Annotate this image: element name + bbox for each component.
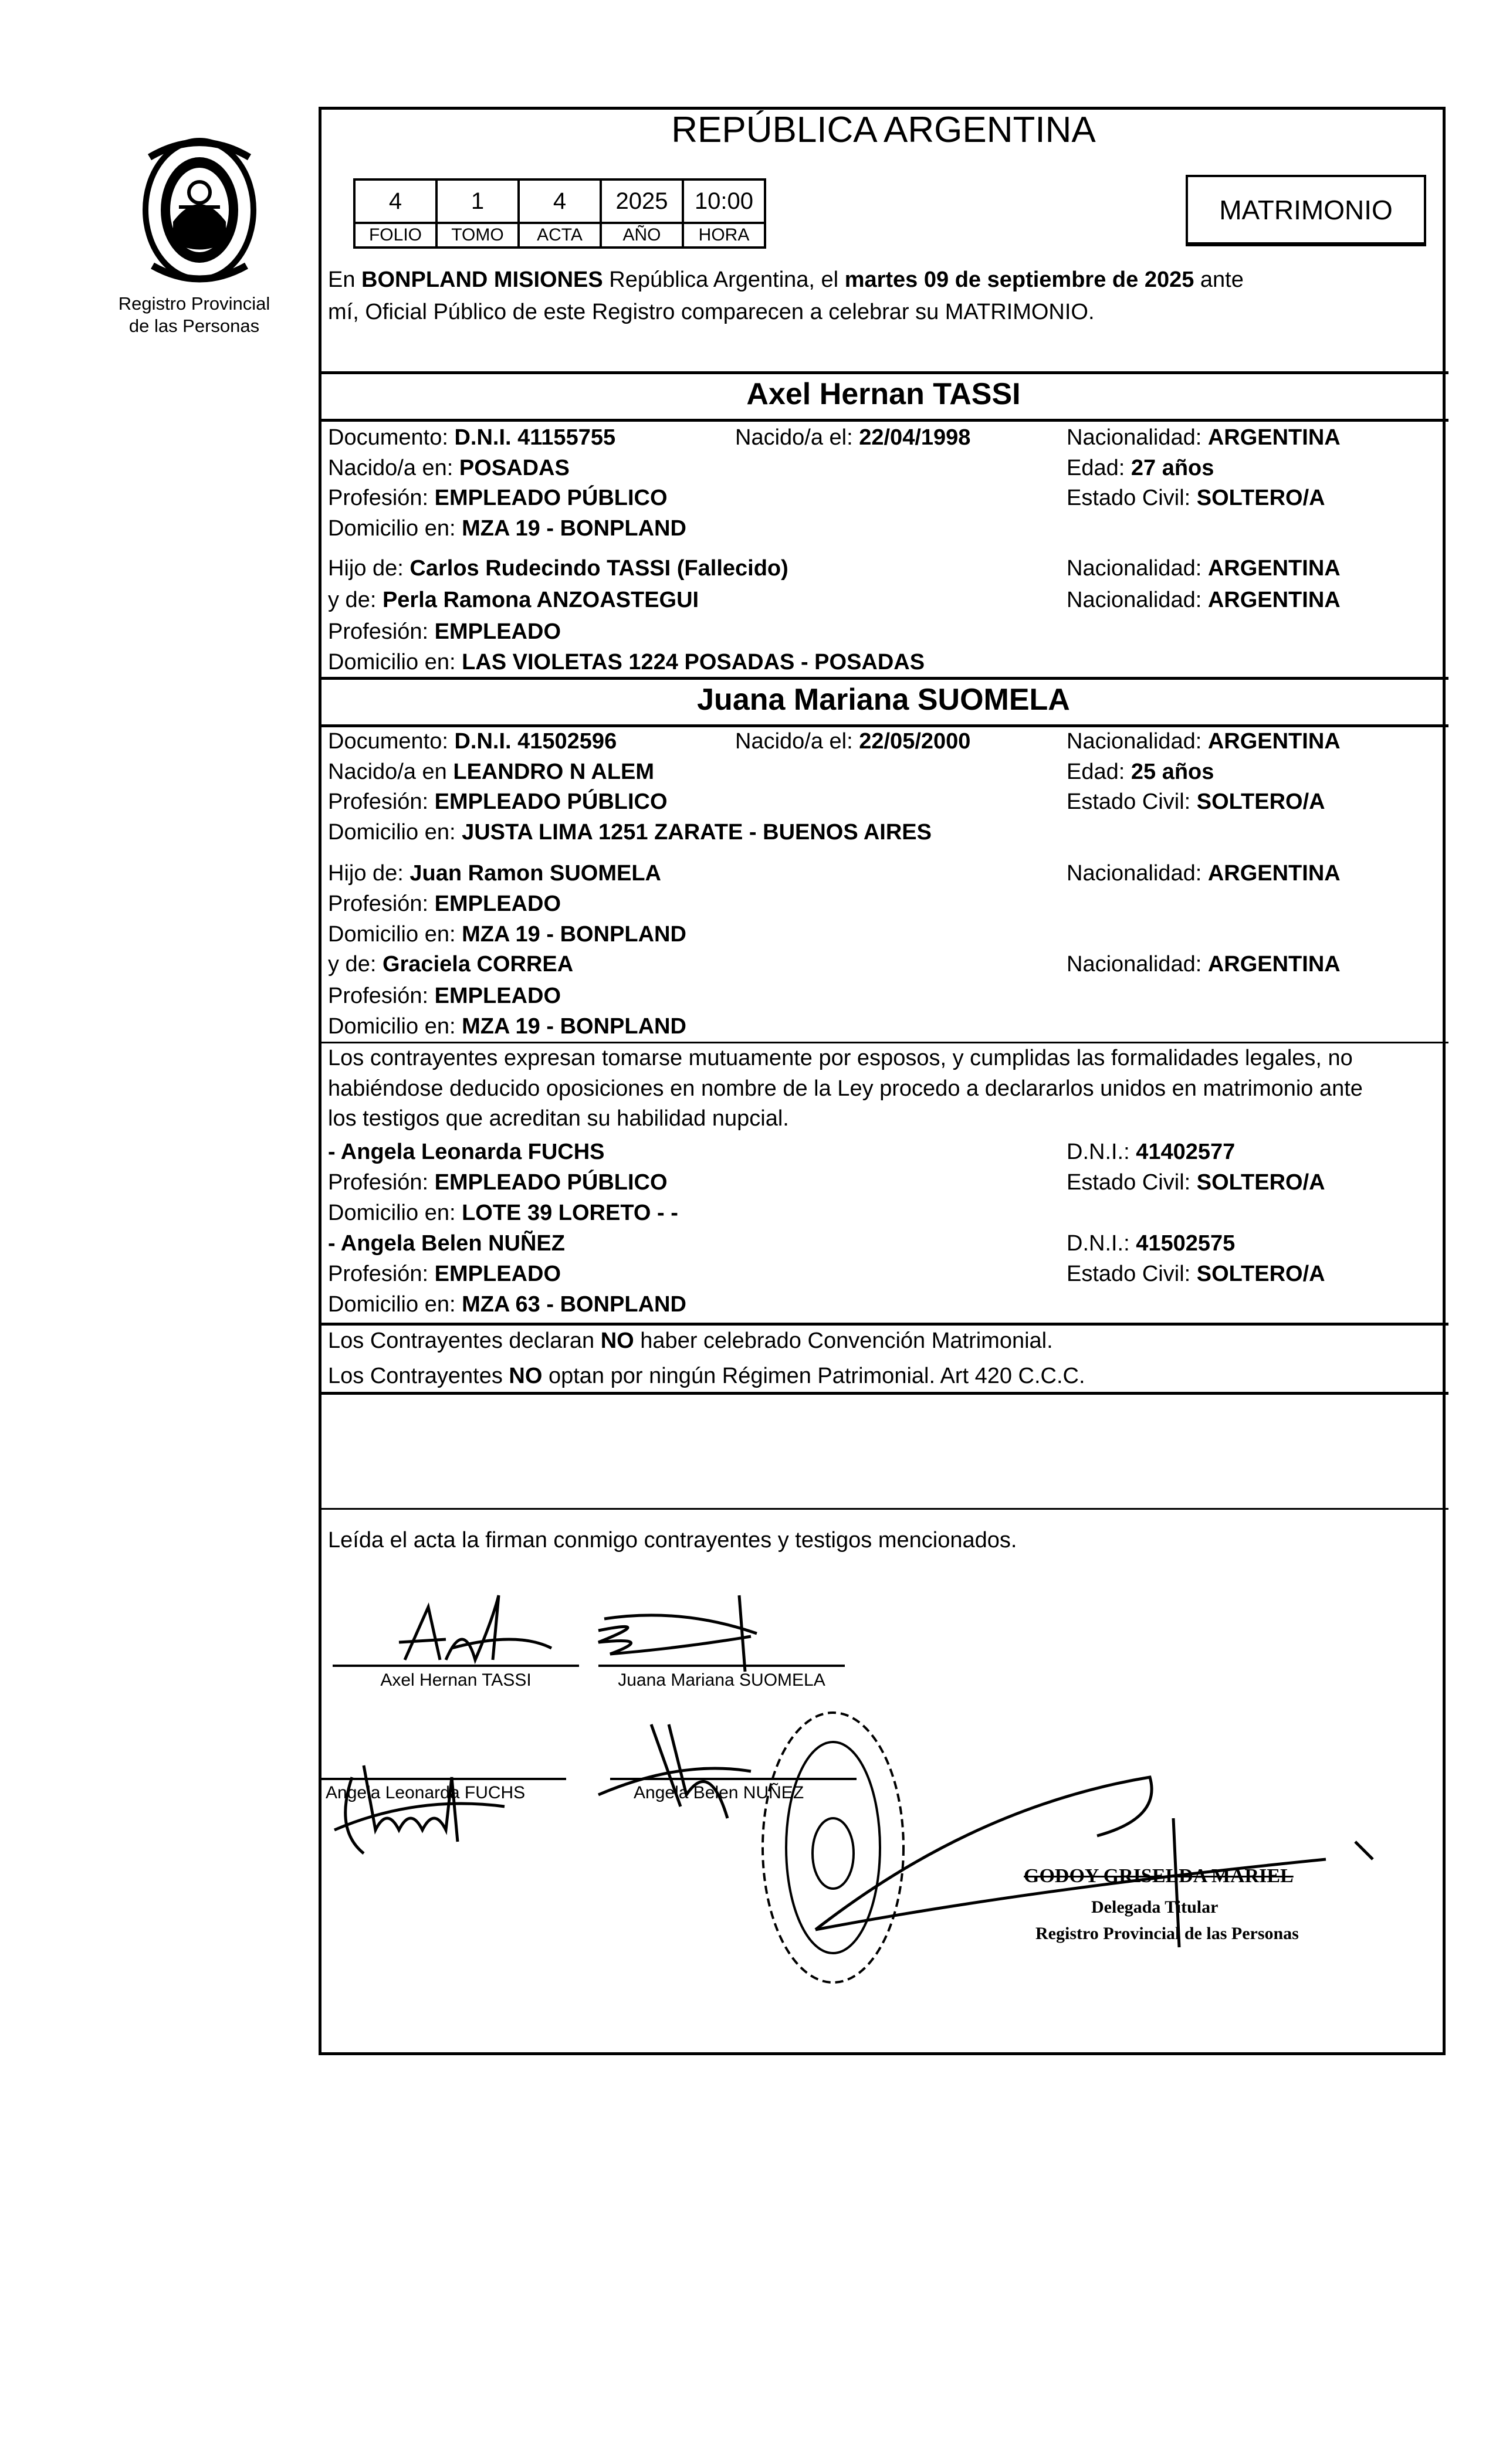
regime-line1: Los Contrayentes declaran NO haber celebrado Convención Matrimonial.	[328, 1328, 1053, 1353]
intro-line2: mí, Oficial Público de este Registro comparecen a celebrar su MATRIMONIO.	[328, 300, 1095, 324]
witness1-profession: Profesión: EMPLEADO PÚBLICO	[328, 1170, 668, 1195]
witness2-signature-icon	[598, 1724, 751, 1818]
witness2-civil-status: Estado Civil: SOLTERO/A	[1067, 1262, 1325, 1286]
witness1-civil-status: Estado Civil: SOLTERO/A	[1067, 1170, 1325, 1195]
bride-birthplace: Nacido/a en LEANDRO N ALEM	[328, 760, 655, 784]
witness1-address: Domicilio en: LOTE 39 LORETO - -	[328, 1201, 678, 1225]
divider	[319, 677, 1448, 680]
witness2-dni: D.N.I.: 41502575	[1067, 1231, 1236, 1256]
groom-civil-status: Estado Civil: SOLTERO/A	[1067, 486, 1325, 510]
time-label: HORA	[683, 223, 765, 248]
bride-document: Documento: D.N.I. 41502596	[328, 729, 617, 754]
groom-mother-nationality: Nacionalidad: ARGENTINA	[1067, 588, 1341, 612]
divider	[319, 1508, 1448, 1510]
divider	[319, 1392, 1448, 1395]
official-signature-icon	[815, 1777, 1373, 1947]
bride-father-nationality: Nacionalidad: ARGENTINA	[1067, 861, 1341, 886]
divider	[319, 1323, 1448, 1326]
bride-mother-profession: Profesión: EMPLEADO	[328, 984, 561, 1008]
bride-signature-icon	[598, 1595, 757, 1672]
bride-mother-nationality: Nacionalidad: ARGENTINA	[1067, 952, 1341, 977]
time-value: 10:00	[683, 179, 765, 223]
bride-signature-line	[598, 1665, 845, 1667]
bride-age: Edad: 25 años	[1067, 760, 1214, 784]
groom-parents-profession: Profesión: EMPLEADO	[328, 619, 561, 644]
official-name: GODOY GRISELDA MARIEL	[1024, 1865, 1294, 1887]
bride-address: Domicilio en: JUSTA LIMA 1251 ZARATE - BUENOS AIRES	[328, 820, 932, 845]
regime-line2: Los Contrayentes NO optan por ningún Régimen Patrimonial. Art 420 C.C.C.	[328, 1364, 1085, 1388]
groom-name: Axel Hernan TASSI	[746, 377, 1021, 411]
declaration-line1: Los contrayentes expresan tomarse mutuamente por esposos, y cumplidas las formalidades legales, no	[328, 1046, 1353, 1070]
groom-parents-address: Domicilio en: LAS VIOLETAS 1224 POSADAS - POSADAS	[328, 650, 925, 675]
groom-birthplace: Nacido/a en: POSADAS	[328, 456, 570, 480]
folio-value: 4	[354, 179, 436, 223]
groom-father-nationality: Nacionalidad: ARGENTINA	[1067, 556, 1341, 581]
groom-mother: y de: Perla Ramona ANZOASTEGUI	[328, 588, 699, 612]
bride-father-profession: Profesión: EMPLEADO	[328, 892, 561, 916]
act-type-box: MATRIMONIO	[1186, 175, 1426, 246]
tomo-value: 1	[436, 179, 519, 223]
witness1-signature-line	[320, 1778, 566, 1780]
signatures-area	[329, 1584, 1443, 2041]
groom-age: Edad: 27 años	[1067, 456, 1214, 480]
witness2-name: - Angela Belen NUÑEZ	[328, 1231, 565, 1256]
bride-mother: y de: Graciela CORREA	[328, 952, 574, 977]
groom-signature-line	[333, 1665, 579, 1667]
witness2-profession: Profesión: EMPLEADO	[328, 1262, 561, 1286]
groom-signature-label: Axel Hernan TASSI	[380, 1670, 532, 1690]
bride-civil-status: Estado Civil: SOLTERO/A	[1067, 789, 1325, 814]
groom-document: Documento: D.N.I. 41155755	[328, 425, 616, 450]
bride-birthdate: Nacido/a el: 22/05/2000	[735, 729, 971, 754]
bride-father-address: Domicilio en: MZA 19 - BONPLAND	[328, 922, 686, 947]
tomo-label: TOMO	[436, 223, 519, 248]
official-organization: Registro Provincial de las Personas	[1035, 1924, 1299, 1943]
groom-father: Hijo de: Carlos Rudecindo TASSI (Fallecido)	[328, 556, 788, 581]
bride-signature-label: Juana Mariana SUOMELA	[618, 1670, 825, 1690]
bride-profession: Profesión: EMPLEADO PÚBLICO	[328, 789, 668, 814]
witness2-signature-line	[610, 1778, 857, 1780]
registry-name-line2: de las Personas	[128, 316, 260, 336]
year-value: 2025	[601, 179, 683, 223]
registry-name-line1: Registro Provincial	[118, 293, 270, 314]
year-label: AÑO	[601, 223, 683, 248]
folio-label: FOLIO	[354, 223, 436, 248]
bride-father: Hijo de: Juan Ramon SUOMELA	[328, 861, 662, 886]
page-title: REPÚBLICA ARGENTINA	[671, 110, 1096, 150]
witness1-signature-label: Angela Leonarda FUCHS	[326, 1783, 526, 1802]
groom-address: Domicilio en: MZA 19 - BONPLAND	[328, 516, 686, 541]
official-title: Delegada Titular	[1091, 1897, 1219, 1917]
bride-mother-address: Domicilio en: MZA 19 - BONPLAND	[328, 1014, 686, 1039]
groom-profession: Profesión: EMPLEADO PÚBLICO	[328, 486, 668, 510]
bride-name: Juana Mariana SUOMELA	[697, 683, 1070, 717]
acta-label: ACTA	[519, 223, 601, 248]
groom-nationality: Nacionalidad: ARGENTINA	[1067, 425, 1341, 450]
groom-signature-icon	[399, 1595, 551, 1660]
intro-line1: En BONPLAND MISIONES República Argentina, el martes 09 de septiembre de 2025 ante	[328, 267, 1244, 292]
declaration-line2: habiéndose deducido oposiciones en nombre de la Ley procedo a declararlos unidos en matrimonio ante	[328, 1076, 1363, 1101]
witness1-name: - Angela Leonarda FUCHS	[328, 1140, 605, 1164]
divider	[319, 724, 1448, 727]
declaration-line3: los testigos que acreditan su habilidad nupcial.	[328, 1106, 789, 1131]
bride-nationality: Nacionalidad: ARGENTINA	[1067, 729, 1341, 754]
acta-value: 4	[519, 179, 601, 223]
divider	[319, 419, 1448, 422]
witness2-signature-label: Angela Belen NUÑEZ	[634, 1783, 804, 1802]
witness1-dni: D.N.I.: 41402577	[1067, 1140, 1236, 1164]
province-coat-of-arms-logo	[126, 134, 273, 287]
groom-birthdate: Nacido/a el: 22/04/1998	[735, 425, 971, 450]
record-info-table	[353, 178, 766, 249]
witness2-address: Domicilio en: MZA 63 - BONPLAND	[328, 1292, 686, 1317]
official-seal-icon	[763, 1713, 903, 1982]
divider	[319, 371, 1448, 374]
divider	[319, 1042, 1448, 1043]
closing-text: Leída el acta la firman conmigo contrayentes y testigos mencionados.	[328, 1528, 1017, 1553]
